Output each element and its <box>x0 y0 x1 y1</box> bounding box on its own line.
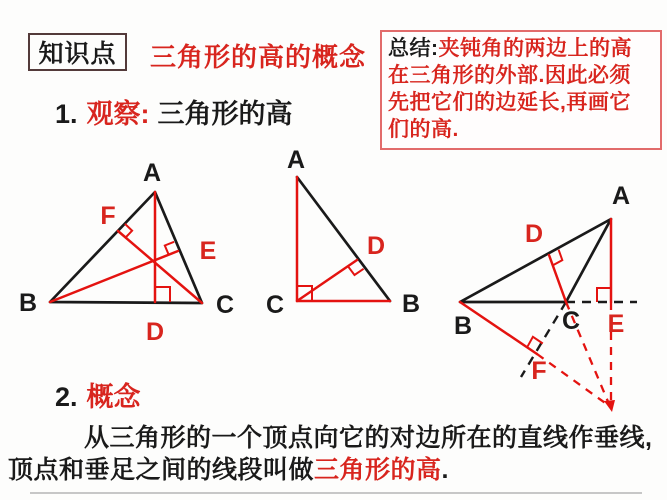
vertex-label-c: C <box>561 307 581 335</box>
section-2-keyword: 概念 <box>86 382 141 412</box>
right-angle-mark <box>553 250 563 266</box>
knowledge-point-badge <box>28 33 127 71</box>
section-1-text: 三角形的高 <box>157 99 293 129</box>
acute-triangle-diagram <box>19 159 234 346</box>
vertex-label-a: A <box>286 146 306 174</box>
right-triangle-diagram <box>266 146 420 319</box>
divider-line <box>30 492 642 494</box>
right-angle-mark <box>125 224 132 238</box>
section-1-heading <box>55 92 293 131</box>
right-angle-mark <box>348 266 364 275</box>
arrowhead <box>604 400 615 412</box>
section-2-heading <box>55 375 141 414</box>
knowledge-point-label: 知识点 <box>38 40 117 68</box>
summary-line: 先把它们的边延长,再画它 <box>388 91 631 114</box>
foot-label-f: F <box>100 202 116 230</box>
obtuse-triangle-diagram <box>454 182 637 412</box>
vertex-label-c: C <box>265 291 285 319</box>
concept-paragraph <box>8 422 652 486</box>
vertex-label-a: A <box>142 159 162 187</box>
concept-line-1: 从三角形的一个顶点向它的对边所在的直线作垂线, <box>84 424 653 452</box>
summary-note <box>380 30 662 150</box>
right-angle-mark <box>597 288 611 302</box>
right-angle-mark <box>155 287 170 302</box>
summary-line: 们的高. <box>388 118 459 141</box>
summary-prefix: 总结: <box>388 37 439 60</box>
section-1-number: 1. <box>55 99 78 129</box>
summary-line: 总结:夹钝角的两边上的高 <box>388 37 632 60</box>
foot-label-e: E <box>199 237 217 265</box>
foot-label-e: E <box>607 310 625 338</box>
vertex-label-b: B <box>453 312 473 340</box>
concept-line-2: 顶点和垂足之间的线段叫做三角形的高. <box>8 456 449 484</box>
vertex-label-b: B <box>18 289 38 317</box>
foot-label-d: D <box>145 318 165 346</box>
vertex-label-a: A <box>611 182 631 210</box>
foot-label-f: F <box>531 357 547 385</box>
foot-label-d: D <box>366 232 386 260</box>
concept-highlight: 三角形的高 <box>314 456 442 484</box>
section-2-number: 2. <box>55 382 78 412</box>
summary-line: 在三角形的外部.因此必须 <box>388 64 631 87</box>
vertex-label-c: C <box>215 291 235 319</box>
foot-label-d: D <box>524 220 544 248</box>
vertex-label-b: B <box>401 290 421 318</box>
section-1-keyword: 观察: <box>86 99 150 129</box>
page-title: 三角形的高的概念 <box>150 42 367 72</box>
